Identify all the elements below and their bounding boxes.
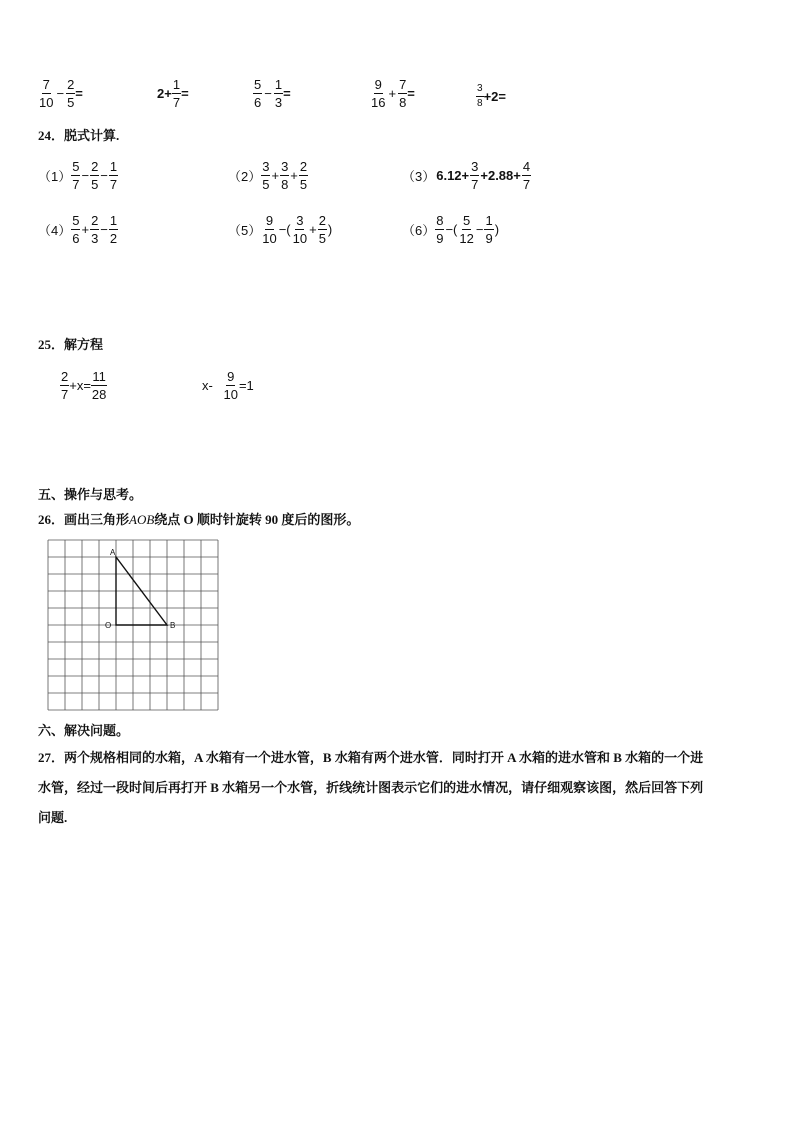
fraction	[66, 78, 75, 109]
numerator: 3	[471, 159, 479, 174]
denominator: 5	[299, 177, 308, 192]
numerator: 2	[91, 159, 99, 174]
fraction	[38, 78, 54, 109]
q26-title-math: AOB	[129, 512, 155, 527]
fraction	[172, 78, 181, 109]
q27-line-2: 水管，经过一段时间后再打开 B 水箱另一个水管，折线统计图表示它们的进水情况，请仔细观察该图，然后回答下列	[38, 780, 704, 795]
expression-tail: =	[181, 86, 189, 101]
operator: +	[81, 222, 90, 237]
operator: −(	[445, 222, 458, 237]
expression-tail: =	[407, 86, 415, 101]
fraction	[261, 160, 270, 191]
point-label-a: A	[110, 548, 116, 557]
operator: −	[100, 222, 108, 237]
denominator: 9	[485, 231, 493, 246]
operator: −(	[278, 222, 291, 237]
numerator: 1	[172, 77, 181, 92]
fraction	[109, 214, 118, 245]
fraction	[484, 214, 493, 245]
fraction	[109, 160, 118, 191]
fraction	[299, 160, 308, 191]
operator: +	[388, 86, 397, 101]
numerator: 11	[92, 369, 106, 384]
spacer	[213, 378, 217, 393]
grid-figure	[47, 539, 219, 711]
numerator: 8	[436, 213, 444, 228]
denominator: 9	[436, 231, 444, 246]
operator: +	[309, 222, 317, 237]
operator: 6.12+	[436, 168, 470, 183]
item-label: （4）	[38, 223, 72, 238]
fraction	[435, 214, 444, 245]
numerator: 1	[109, 213, 118, 228]
fraction	[71, 214, 80, 245]
denominator: 10	[292, 231, 308, 246]
q25-equation-1	[60, 370, 107, 401]
operator: )	[494, 222, 500, 237]
denominator: 7	[172, 95, 181, 110]
denominator: 8	[281, 177, 289, 192]
fraction	[71, 160, 80, 191]
q24-item-1	[38, 160, 118, 191]
item-label: （3）	[402, 169, 436, 184]
section-5-title: 五、操作与思考。	[38, 487, 143, 502]
numerator: 1	[109, 159, 118, 174]
fraction	[274, 78, 283, 109]
top-expression-4	[370, 78, 415, 109]
item-label: （5）	[228, 223, 262, 238]
denominator: 2	[109, 231, 118, 246]
fraction	[476, 84, 484, 109]
denominator: 12	[459, 231, 474, 246]
q26-title-suffix: 绕点 O 顺时针旋转 90 度后的图形。	[154, 512, 360, 527]
q24-item-5	[228, 214, 333, 245]
denominator: 5	[318, 231, 326, 246]
expression-prefix: 2+	[157, 86, 172, 101]
expression-tail: =	[283, 86, 291, 101]
numerator: 5	[72, 159, 80, 174]
q27-line-3: 问题.	[38, 810, 68, 825]
numerator: 1	[274, 77, 283, 92]
expression-tail: =	[75, 86, 83, 101]
top-expression-5	[476, 84, 506, 109]
equation-tail: =1	[238, 378, 254, 393]
q26-title-prefix: 26．画出三角形	[38, 512, 130, 527]
numerator: 9	[227, 369, 235, 384]
denominator: 7	[522, 177, 531, 192]
fraction	[280, 160, 289, 191]
fraction	[91, 370, 107, 401]
rotation-grid	[47, 539, 219, 715]
denominator: 7	[61, 387, 69, 402]
operator: +	[271, 168, 280, 183]
numerator: 1	[485, 213, 493, 228]
denominator: 5	[262, 177, 270, 192]
numerator: 3	[476, 84, 484, 97]
denominator: 7	[471, 177, 479, 192]
denominator: 6	[72, 231, 80, 246]
numerator: 7	[42, 77, 50, 92]
q24-item-2	[228, 160, 308, 191]
item-label: （1）	[38, 169, 72, 184]
numerator: 9	[374, 77, 382, 92]
operator: +2.88+	[480, 168, 521, 183]
denominator: 3	[274, 95, 283, 110]
q24-item-4	[38, 214, 118, 245]
numerator: 5	[254, 77, 262, 92]
denominator: 28	[91, 387, 107, 402]
q24-item-3	[402, 160, 531, 191]
q27-line-1: 27．两个规格相同的水箱，A 水箱有一个进水管，B 水箱有两个进水管．同时打开 A 水箱的进水管和 B 水箱的一个进	[38, 750, 704, 765]
fraction	[90, 214, 99, 245]
operator: −	[56, 86, 65, 101]
fraction	[292, 214, 308, 245]
operator: )	[327, 222, 333, 237]
numerator: 3	[281, 159, 289, 174]
numerator: 2	[318, 213, 326, 228]
numerator: 2	[61, 369, 69, 384]
denominator: 10	[262, 231, 277, 246]
q25-title: 25．解方程	[38, 337, 104, 352]
section-6-title: 六、解决问题。	[38, 723, 130, 738]
denominator: 10	[223, 387, 238, 402]
operator: −	[100, 168, 108, 183]
equation-middle: +x=	[69, 378, 91, 393]
numerator: 7	[399, 77, 407, 92]
item-label: （2）	[228, 169, 262, 184]
fraction	[398, 78, 407, 109]
denominator: 10	[39, 95, 54, 110]
operator: +	[290, 168, 298, 183]
numerator: 2	[299, 159, 308, 174]
denominator: 7	[72, 177, 80, 192]
numerator: 3	[262, 159, 270, 174]
fraction	[253, 78, 262, 109]
point-label-o: O	[105, 621, 112, 630]
denominator: 7	[109, 177, 118, 192]
numerator: 3	[296, 213, 304, 228]
top-expression-1	[38, 78, 83, 109]
operator: −	[81, 168, 90, 183]
q24-title: 24．脱式计算.	[38, 128, 120, 143]
numerator: 9	[265, 213, 274, 228]
denominator: 8	[399, 95, 407, 110]
equation-prefix: x-	[202, 378, 213, 393]
fraction	[261, 214, 277, 245]
q24-item-6	[402, 214, 500, 245]
expression-tail: +2=	[483, 89, 506, 104]
operator: −	[264, 86, 272, 101]
denominator: 16	[371, 95, 386, 110]
fraction	[458, 214, 474, 245]
denominator: 6	[254, 95, 262, 110]
fraction	[370, 78, 386, 109]
numerator: 2	[67, 77, 75, 92]
item-label: （6）	[402, 223, 436, 238]
denominator: 8	[477, 98, 483, 109]
fraction	[318, 214, 327, 245]
fraction	[60, 370, 69, 401]
denominator: 5	[91, 177, 99, 192]
fraction	[222, 370, 238, 401]
fraction	[90, 160, 99, 191]
q26-title	[38, 509, 359, 528]
denominator: 5	[67, 95, 75, 110]
numerator: 2	[91, 213, 99, 228]
fraction	[470, 160, 479, 191]
top-expression-2	[157, 78, 189, 109]
numerator: 4	[522, 159, 531, 174]
top-expression-3	[253, 78, 291, 109]
numerator: 5	[463, 213, 471, 228]
operator: −	[475, 222, 484, 237]
point-label-b: B	[170, 621, 176, 630]
fraction	[522, 160, 531, 191]
numerator: 5	[72, 213, 80, 228]
q25-equation-2	[202, 370, 254, 401]
denominator: 3	[91, 231, 99, 246]
